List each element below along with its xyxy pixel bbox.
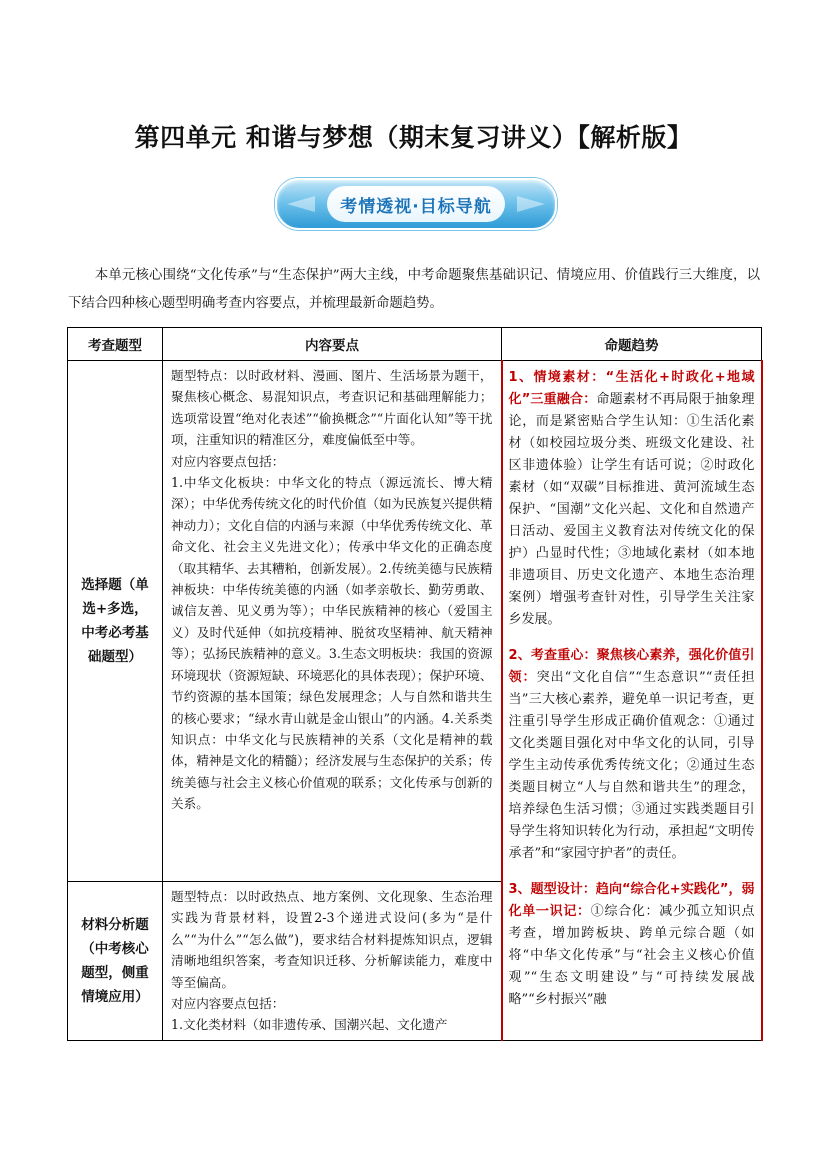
- trend-item: [509, 879, 755, 1011]
- trend-item: [509, 645, 755, 865]
- content-paragraph: 对应内容要点包括：: [171, 453, 285, 469]
- intro-paragraph: 本单元核心围绕“文化传承”与“生态保护”两大主线，中考命题聚焦基础识记、情境应用、价值践行三大维度，以下结合四种核心题型明确考查内容要点，并梳理最新命题趋势。: [68, 268, 760, 311]
- exam-analysis-table: [67, 327, 763, 1041]
- section-banner: [275, 178, 557, 230]
- table-header-row: [68, 328, 762, 361]
- row-content-material: [163, 882, 502, 1041]
- trend-heading: 3、题型设计：趋向“综合化+实践化”，弱化单一识记：: [508, 882, 755, 919]
- row-content-choice: [163, 361, 502, 882]
- trend-item: [509, 367, 755, 631]
- header-question-type: 考查题型: [68, 328, 163, 361]
- banner-label: 考情透视·目标导航: [327, 186, 505, 222]
- trends-cell: [502, 361, 762, 1041]
- page-title: 第四单元 和谐与梦想（期末复习讲义）【解析版】: [134, 123, 693, 152]
- header-trends: 命题趋势: [502, 328, 762, 361]
- banner-left-wing-decoration: [287, 196, 315, 212]
- trend-heading: 1、情境素材：“生活化+时政化+地域化”三重融合：: [508, 370, 755, 407]
- content-paragraph: 题型特点：以时政热点、地方案例、文化现象、生态治理实践为背景材料，设置2-3个递进式设问(多为“是什么”“为什么”“怎么做”)，要求结合材料提炼知识点，逻辑清晰地组织答案，考查知识迁移、分析解读能力，难度中等至偏高。: [171, 889, 493, 990]
- content-paragraph: 1.中华文化板块：中华文化的特点（源远流长、博大精深）；中华优秀传统文化的时代价值（如为民族复兴提供精神动力）；文化自信的内涵与来源（中华优秀传统文化、革命文化、社会主义先进文化）；传承中华文化的正确态度（取其精华、去其糟粕，创新发展）。2.传统美德与民族精神板块：中华传统美德的内涵（如孝亲敬长、勤劳勇敢、诚信友善、见义勇为等）；中华民族精神的核心（爱国主义）及时代延伸（如抗疫精神、脱贫攻坚精神、航天精神等）；弘扬民族精神的意义。3.生态文明板块：我国的资源环境现状（资源短缺、环境恶化的具体表现）；保护环境、节约资源的基本国策；绿色发展理念；人与自然和谐共生的核心要求；“绿水青山就是金山银山”的内涵。4.关系类知识点：中华文化与民族精神的关系（文化是精神的载体，精神是文化的精髓）；经济发展与生态保护的关系；传统美德与社会主义核心价值观的联系；文化传承与创新的关系。: [171, 475, 493, 812]
- banner-right-wing-decoration: [517, 196, 545, 212]
- content-paragraph: 1.文化类材料（如非遗传承、国潮兴起、文化遗产: [171, 1017, 448, 1033]
- row-type-material: 材料分析题（中考核心题型，侧重情境应用）: [68, 882, 163, 1041]
- trend-heading: 2、考查重心：聚焦核心素养，强化价值引领：: [508, 648, 755, 685]
- trend-body: ①综合化：减少孤立知识点考查，增加跨板块、跨单元综合题（如将“中华文化传承”与“社会主义核心价值观”“生态文明建设”与“可持续发展战略”“乡村振兴”融: [508, 904, 755, 1007]
- table-row: [68, 361, 762, 882]
- trend-body: 命题素材不再局限于抽象理论，而是紧密贴合学生认知：①生活化素材（如校园垃圾分类、班级文化建设、社区非遗体验）让学生有话可说；②时政化素材（如“双碳”目标推进、黄河流域生态保护、“国潮”文化兴起、文化和自然遗产日活动、爱国主义教育法对传统文化的保护）凸显时代性；③地域化素材（如本地非遗项目、历史文化遗产、本地生态治理案例）增强考查针对性，引导学生关注家乡发展。: [508, 392, 755, 627]
- trend-body: 突出“文化自信”“生态意识”“责任担当”三大核心素养，避免单一识记考查，更注重引导学生形成正确价值观念：①通过文化类题目强化对中华文化的认同，引导学生主动传承优秀传统文化；②通过生态类题目树立“人与自然和谐共生”的理念，培养绿色生活习惯；③通过实践类题目引导学生将知识转化为行动，承担起“文明传承者”和“家园守护者”的责任。: [508, 670, 755, 861]
- content-paragraph: 对应内容要点包括：: [171, 996, 285, 1012]
- content-paragraph: 题型特点：以时政材料、漫画、图片、生活场景为题干，聚焦核心概念、易混知识点，考查识记和基础理解能力；选项常设置“绝对化表述”“偷换概念”“片面化认知”等干扰项，注重知识的精准区分，难度偏低至中等。: [171, 368, 493, 448]
- header-content-points: 内容要点: [163, 328, 502, 361]
- row-type-choice: 选择题（单选+多选，中考必考基础题型）: [68, 361, 163, 882]
